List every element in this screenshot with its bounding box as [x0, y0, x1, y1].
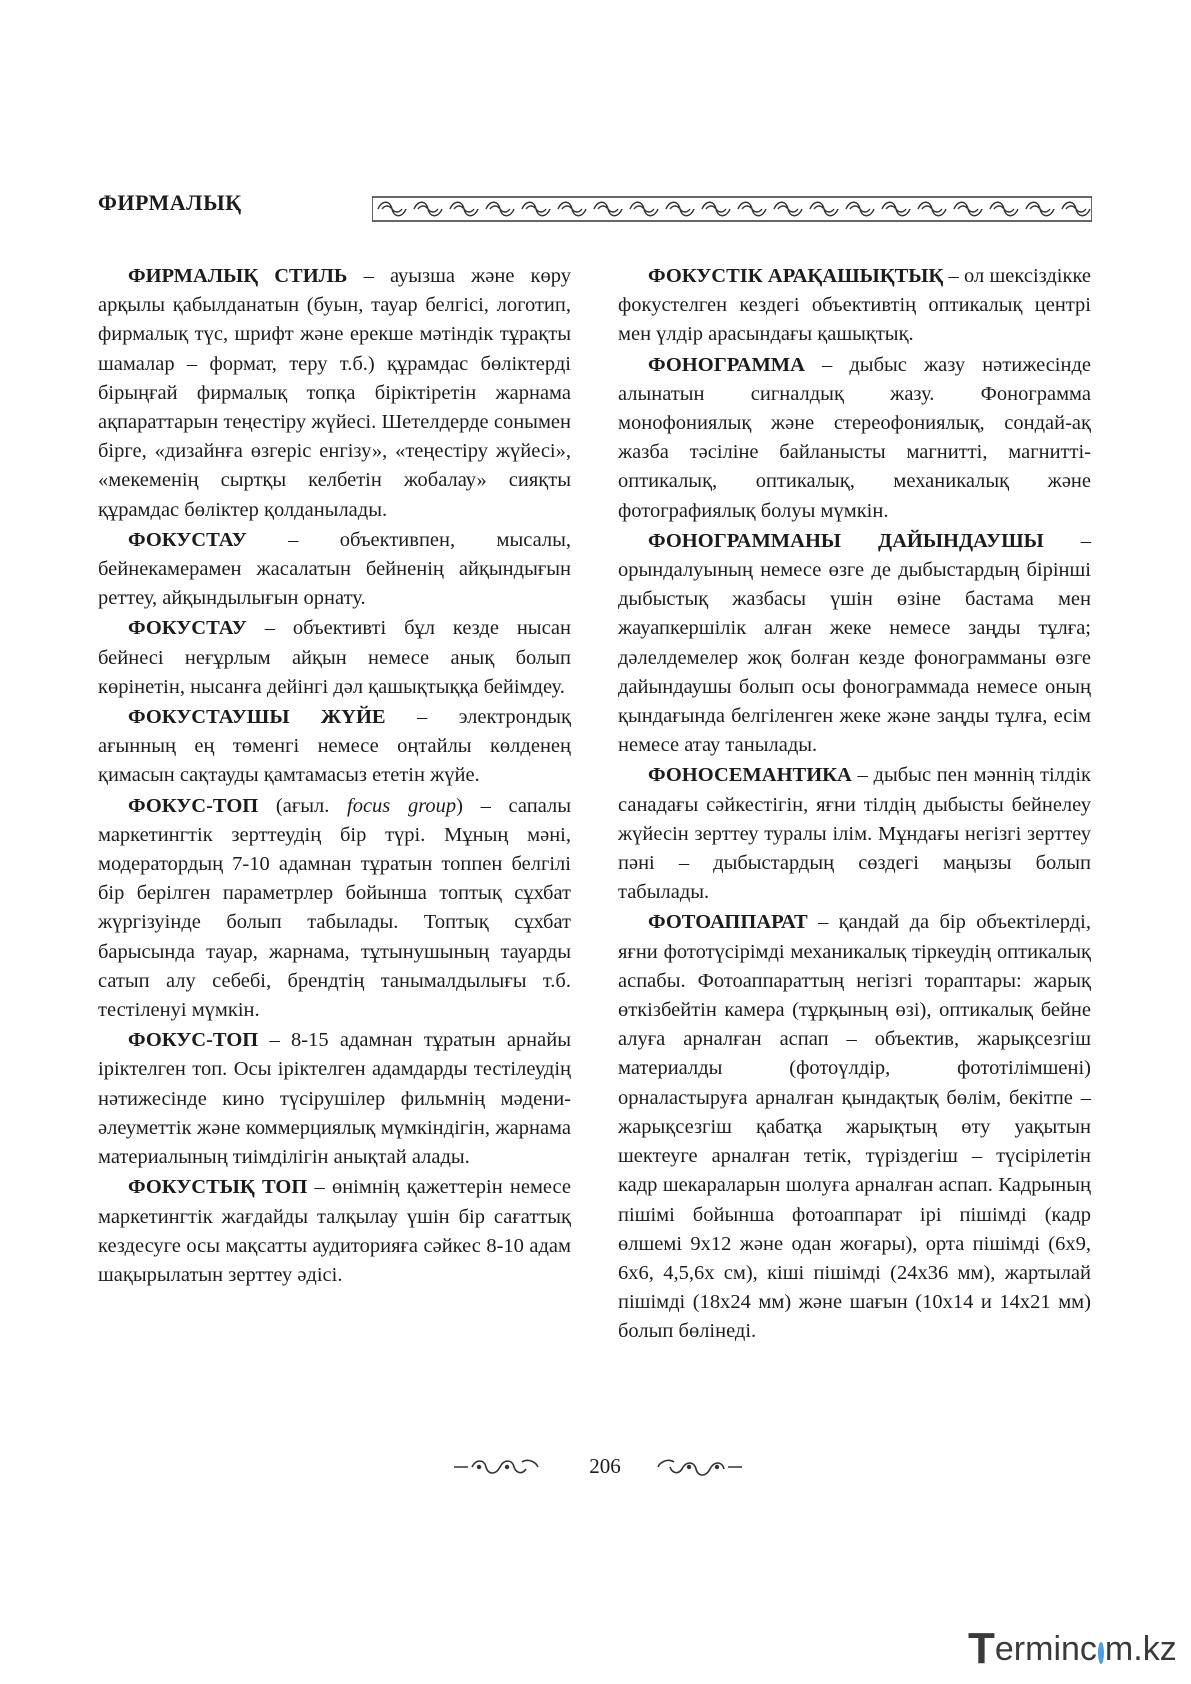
entry-prefix: (ағыл.	[258, 794, 348, 817]
entry-definition: – дыбыс пен мәннің тілдік санадағы сәйкестігін, яғни тілдің дыбысты бейнелеу жүйесін зерттеу туралы ілім. Мұндағы негізгі зерттеу пәні – дыбыстардың сөздегі маңызы болып табылады.	[618, 764, 1091, 904]
header-ornament	[372, 196, 1092, 222]
ornament-motif	[666, 202, 694, 216]
entry-term: ФИРМАЛЫҚ СТИЛЬ	[128, 265, 348, 287]
entry-fokustau-2	[98, 614, 571, 702]
entry-definition: – өнімнің қажеттерін немесе маркетингтік жағдайды талқылау үшін бір сағаттық кездесуге осы мақсатты аудиторияға сәйкес 8-10 адам шақырылатын зерттеу әдісі.	[98, 1176, 571, 1286]
ornament-motif	[774, 202, 802, 216]
ornament-motif	[522, 202, 550, 216]
ornament-motif	[810, 202, 838, 216]
watermark-text-2: c	[1079, 1630, 1097, 1668]
entry-fokus-top-1	[98, 792, 571, 1026]
ornament-motif	[414, 202, 442, 216]
entry-fotoapparat	[618, 908, 1091, 1346]
ornament-motif	[702, 202, 730, 216]
watermark-circle-icon	[1098, 1642, 1104, 1664]
entry-fokustaushy-zhuie	[98, 703, 571, 791]
running-head: ФИРМАЛЫҚ	[98, 190, 242, 215]
entry-definition: – ауызша және көру арқылы қабылданатын (буын, тауар белгісі, логотип, фирмалық түс, шрифт және ерекше мәтіндік тұрақты шамалар – формат, теру т.б.) құрамдас бөліктерді бірыңғай фирмалық топқа біріктіретін жарнама ақпараттарын теңестіру жүйесі. Шетелдерде сонымен бірге, «дизайнға өзгеріс енгізу», «теңестіру жүйесі», «мекеменің сыртқы келбетін жобалау» сияқты құрамдас бөліктер қолданылады.	[98, 265, 571, 521]
entry-fokustau-1	[98, 526, 571, 614]
entry-definition: – дыбыс жазу нәтижесінде алынатын сигналдық жазу. Фонограмма монофониялық және стереофониялық, сондай-ақ жазба тәсіліне байланысты магнитті, магнитті-оптикалық, оптикалық, механикалық және фотографиялық болуы мүмкін.	[618, 353, 1091, 522]
entry-definition: ) – сапалы маркетингтік зерттеудің бір түрі. Мұның мәні, модератордың 7-10 адамнан тұратын топпен белгілі бір берілген параметрлер бойынша топтық сұхбат жүргізуінде болып табылады. Топтық сұхбат барысында тауар, жарнама, тұтынушының тауарды сатып алу себебі, брендтің танымалдылығы т.б. тестіленуі мүмкін.	[98, 794, 571, 1022]
right-column	[618, 262, 1091, 1348]
ornament-motif	[450, 202, 478, 216]
entry-fonogramma	[618, 351, 1091, 526]
entry-definition: – қандай да бір объектілерді, яғни фототүсірімді механикалық тіркеудің оптикалық аспабы. Фотоаппараттың негізгі тораптары: жарық өткізбейтін камера (тұрқының өзі), оптикалық бейне алуға арналған аспап – объектив, жарықсезгіш материалды (фотоүлдір, фототілімшені) орналастыруға арналған қындақтық бөлім, бекітпе – жарықсезгіш қабатқа жарықтың өту уақытын шектеуге арналған тетік, түріздегіш – түсірілетін кадр шекараларын шолуға арналған аспап. Кадрының пішімі бойынша фотоаппарат ірі пішімді (кадр өлшемі 9х12 және одан жоғары), орта пішімді (6х9, 6х6, 4,5,6х см), кіші пішімді (24х36 мм), жартылай пішімді (18х24 мм) және шағын (10х14 и 14х21 мм) болып бөлінеді.	[618, 911, 1091, 1343]
entry-term: ФОКУС-ТОП	[128, 794, 259, 817]
entry-fonogrammany-daiyndaushy	[618, 527, 1091, 761]
entry-definition: – 8-15 адамнан тұратын арнайы іріктелген топ. Осы іріктелген адамдарды тестілеудің нәтижесінде кино түсірушілер фильмнің мәдени-әлеуметтік және коммерциялық мүмкіндігін, жарнама материалының тиімділігін анықтай алады.	[98, 1029, 571, 1169]
page-number: 206	[589, 1454, 621, 1478]
ornament-motif	[738, 202, 766, 216]
entry-fokustyk-top	[98, 1173, 571, 1290]
ornament-motif	[1062, 202, 1090, 216]
entry-fokus-top-2	[98, 1026, 571, 1172]
entry-term: ФОНОГРАММА	[648, 353, 805, 376]
ornament-motif	[990, 202, 1018, 216]
entry-term: ФОНОГРАММАНЫ ДАЙЫНДАУШЫ	[648, 529, 1044, 552]
ornament-motif	[846, 202, 874, 216]
ornament-motif	[882, 202, 910, 216]
entry-term: ФОКУСТАУШЫ ЖҮЙЕ	[128, 706, 386, 729]
ornament-motif	[486, 202, 514, 216]
entry-italic: focus group	[347, 794, 457, 817]
ornament-motif	[630, 202, 658, 216]
termincom-watermark	[968, 1623, 1177, 1673]
footer-ornament-left	[452, 1456, 542, 1478]
entry-definition: – электрондық ағынның ең төменгі немесе оңтайлы көлденең қимасын сақтауды қамтамасыз ететін жүйе.	[98, 706, 571, 787]
ornament-motif	[918, 202, 946, 216]
entry-fonosemantika	[618, 761, 1091, 907]
watermark-text-3: m.kz	[1104, 1630, 1177, 1668]
footer-ornament-right	[654, 1456, 744, 1478]
entry-definition: – ол шексіздікке фокустелген кездегі объективтің оптикалық центрі мен үлдір арасындағы қашықтық.	[618, 265, 1091, 346]
entry-definition: – объективпен, мысалы, бейнекамерамен жасалатын бейненің айқындығын реттеу, айқындылығын орнату.	[98, 528, 571, 610]
watermark-letter-t: T	[968, 1624, 995, 1673]
entry-definition: – орындалуының немесе өзге де дыбыстардың бірінші дыбыстық жазбасы үшін өзіне бастама мен жауапкершілік алған жеке немесе заңды тұлға; дәлелдемелер жоқ болған кезде фонограмманы өзге дайындаушы болып осы фонограммада немесе оның қындағында белгіленген жеке және заңды тұлға, есім немесе атау танылады.	[618, 529, 1091, 757]
watermark-text-1: ermin	[994, 1630, 1080, 1668]
entry-firmalyk-stil	[98, 262, 571, 525]
entry-term: ФОТОАППАРАТ	[648, 911, 808, 934]
entry-term: ФОКУСТАУ	[128, 617, 247, 640]
ornament-motif	[954, 202, 982, 216]
entry-term: ФОКУСТЫҚ ТОП	[128, 1176, 308, 1199]
ornament-motif	[1026, 202, 1054, 216]
entry-fokustik-arakashyktyk	[618, 262, 1091, 350]
ornament-motif	[558, 202, 586, 216]
ornament-motif	[594, 202, 622, 216]
entry-term: ФОКУС-ТОП	[128, 1029, 259, 1052]
left-column	[98, 262, 571, 1291]
entry-term: ФОКУСТІК АРАҚАШЫҚТЫҚ	[648, 265, 944, 287]
entry-term: ФОНОСЕМАНТИКА	[648, 764, 852, 787]
entry-term: ФОКУСТАУ	[128, 528, 247, 551]
entry-definition: – объективті бұл кезде нысан бейнесі неғұрлым айқын немесе анық болып көрінетін, нысанға дейінгі дәл қашықтыққа бейімдеу.	[98, 617, 571, 698]
page-footer	[0, 1450, 1191, 1486]
ornament-motif	[378, 202, 406, 216]
